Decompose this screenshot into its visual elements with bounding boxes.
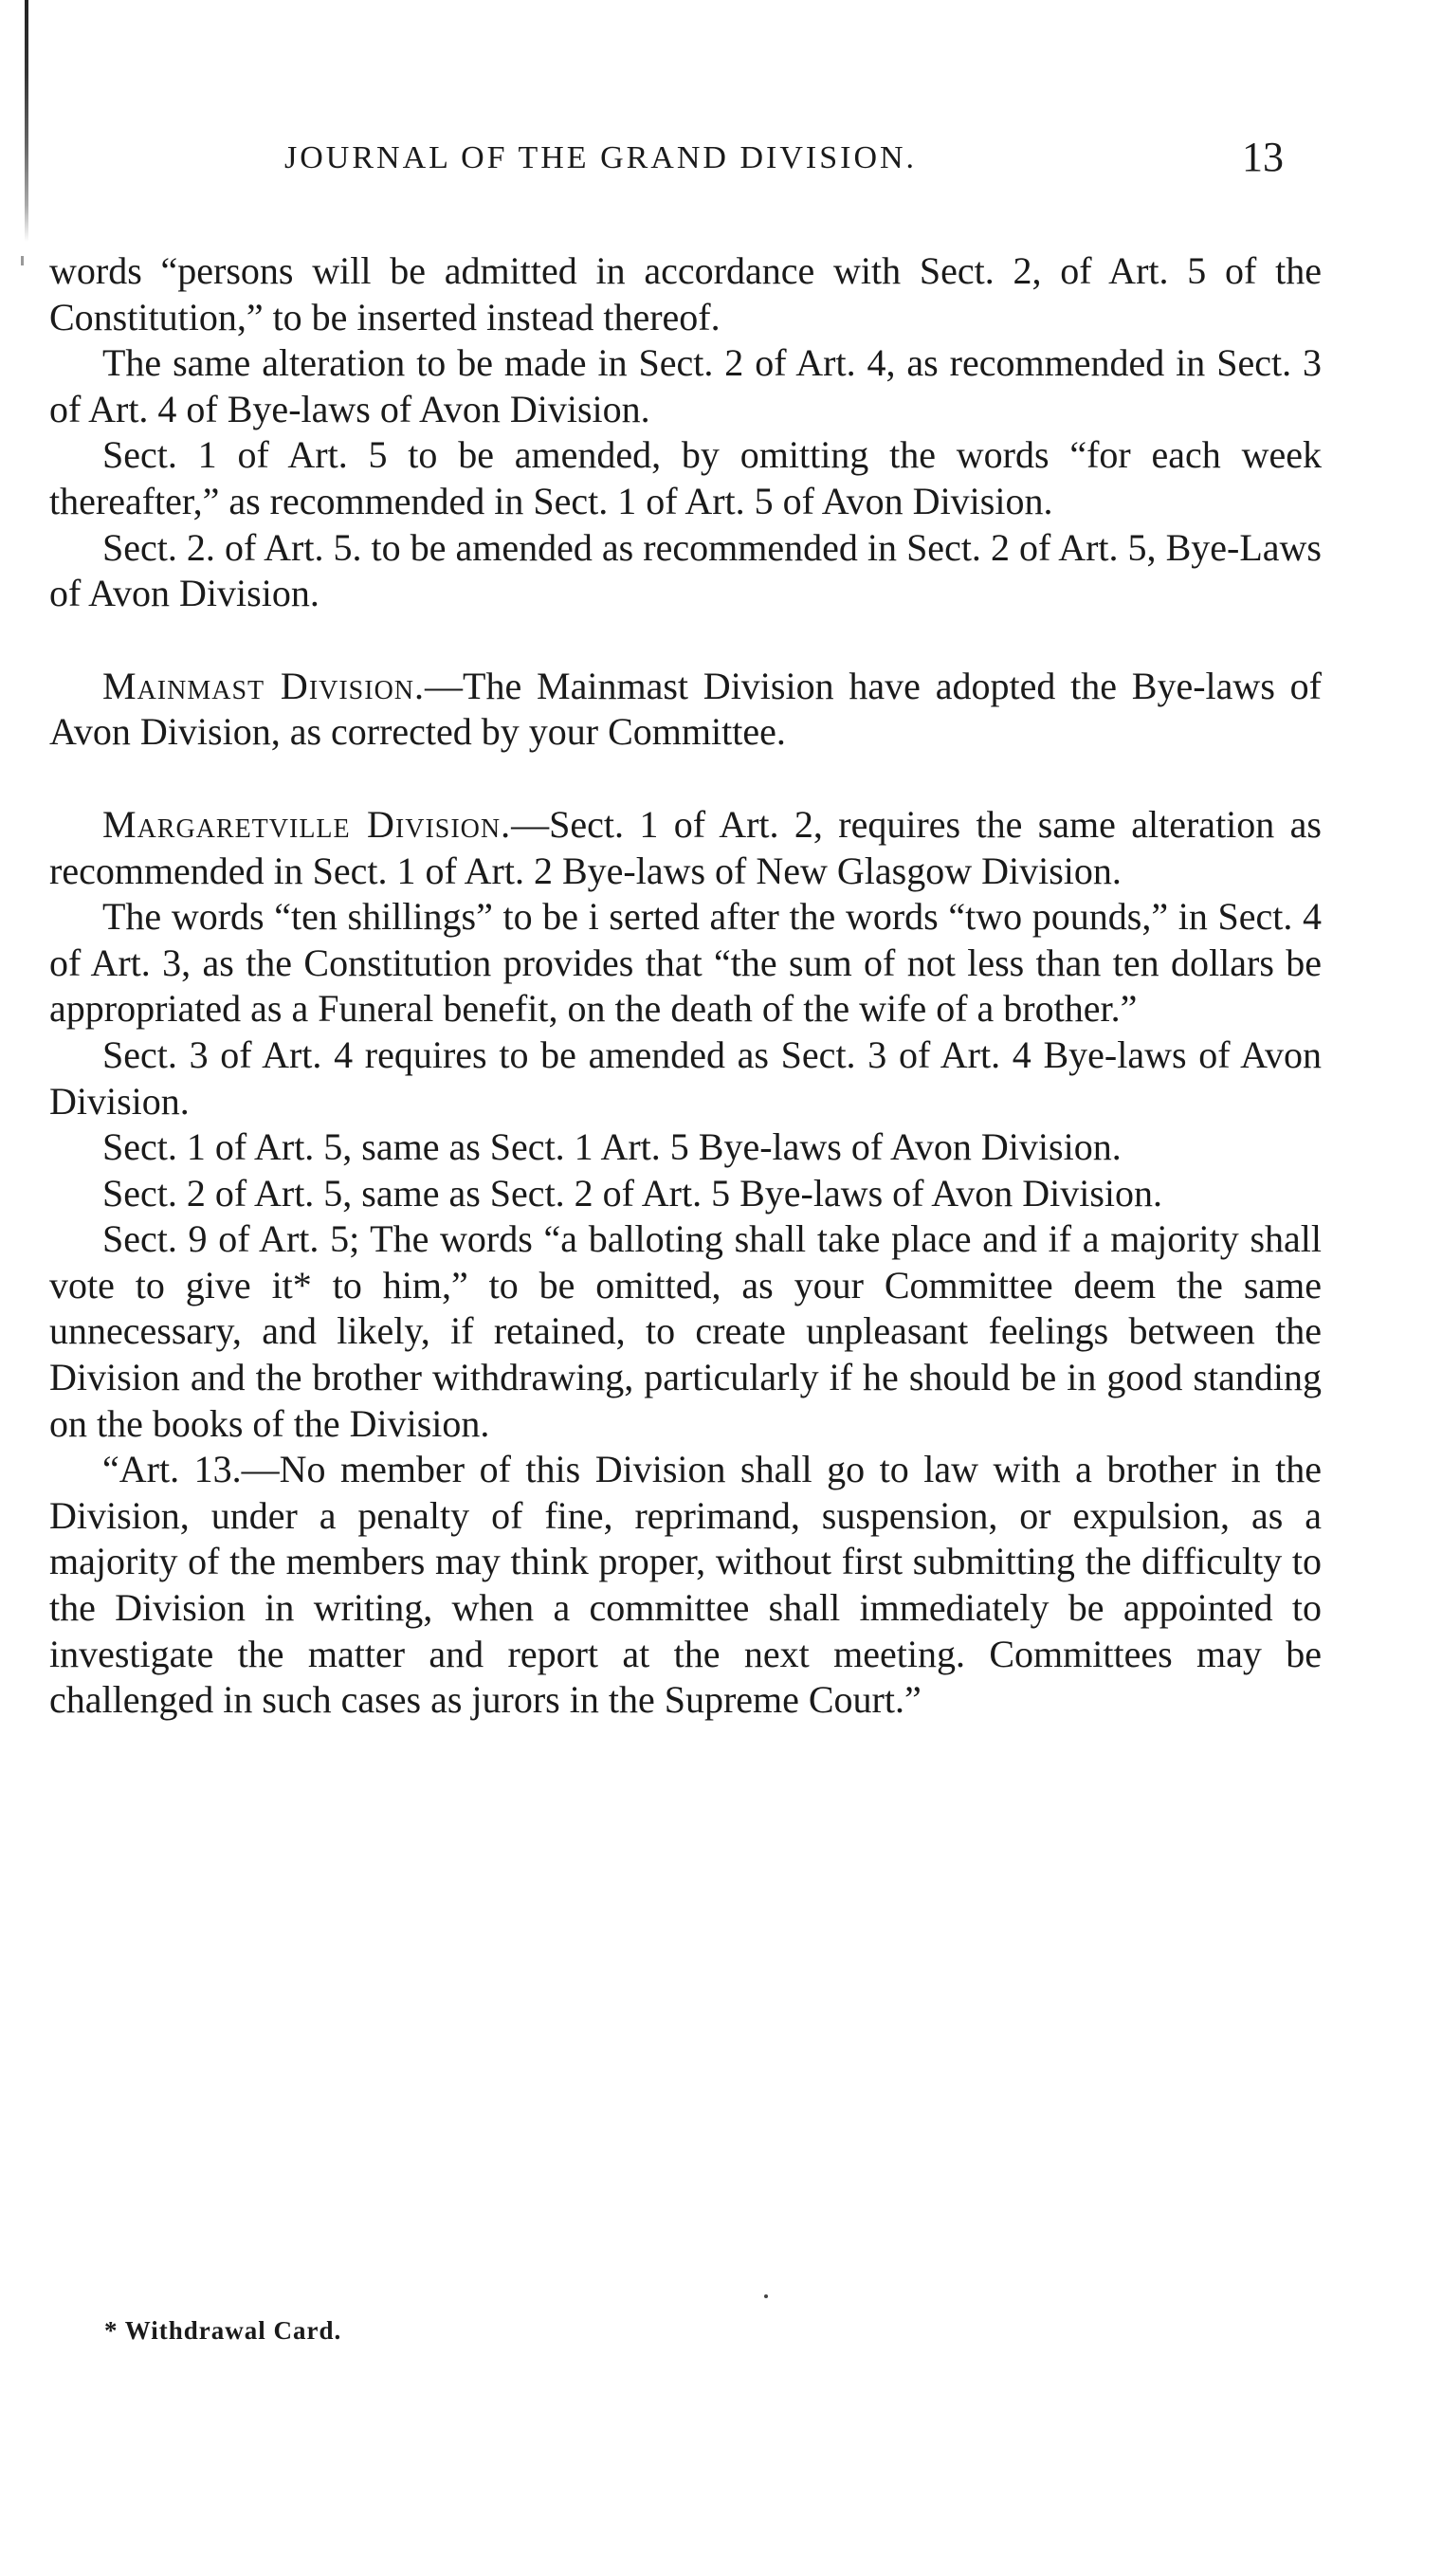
paragraph: Sect. 9 of Art. 5; The words “a balloting shall take place and if a majority shall vote to give it* to him,” to be omitted, as your Committee deem the same unnecessary, and likely, if retained, to create unpleasant feelings between the Division and the brother withdrawing, particularly if he should be in good standing on the books of the Division. — [49, 1217, 1322, 1445]
binding-edge-mark — [25, 0, 28, 242]
body-text — [49, 248, 1322, 1724]
footnote: * Withdrawal Card. — [104, 2316, 342, 2345]
paragraph-text: —The Mainmast Division have adopted the Bye-laws of Avon Division, as corrected by your Committee. — [49, 664, 1323, 754]
paragraph: Sect. 3 of Art. 4 requires to be amended as Sect. 3 of Art. 4 Bye-laws of Avon Division. — [49, 1032, 1322, 1123]
paragraph: Sect. 2. of Art. 5. to be amended as recommended in Sect. 2 of Art. 5, Bye-Laws of Avon Division. — [49, 525, 1322, 615]
page-number: 13 — [1242, 134, 1284, 180]
paragraph-article-13: “Art. 13.—No member of this Division shall go to law with a brother in the Division, under a penalty of fine, reprimand, suspension, or expulsion, as a majority of the members may think proper, without first submitting the difficulty to the Division in writing, when a committee shall immediately be appointed to investigate the matter and report at the next meeting. Committees may be challenged in such cases as jurors in the Supreme Court.” — [49, 1448, 1322, 1722]
ink-speck — [764, 2294, 768, 2298]
paragraph: The same alteration to be made in Sect. 2 of Art. 4, as recommended in Sect. 3 of Art. 4 of Bye-laws of Avon Division. — [49, 341, 1322, 430]
paragraph: Sect. 2 of Art. 5, same as Sect. 2 of Art. 5 Bye-laws of Avon Division. — [102, 1171, 1163, 1215]
paragraph-mainmast-division — [49, 664, 1322, 756]
paragraph: The words “ten shillings” to be i serted after the words “two pounds,” in Sect. 4 of Art. 3, as the Constitution provides that “the sum of not less than ten dollars be appropriated as a Funeral benefit, on the death of the wife of a brother.” — [49, 895, 1322, 1031]
binding-edge-speck — [21, 256, 24, 265]
section-lead: Mainmast Division. — [102, 664, 426, 707]
paragraph: Sect. 1 of Art. 5, same as Sect. 1 Art. 5 Bye-laws of Avon Division. — [102, 1125, 1122, 1169]
paragraph-continuation: words “persons will be admitted in accordance with Sect. 2, of Art. 5 of the Constitution,” to be inserted instead thereof. — [49, 249, 1322, 338]
section-lead: Margaretville Division. — [102, 802, 512, 846]
paragraph: Sect. 1 of Art. 5 to be amended, by omitting the words “for each week thereafter,” as recommended in Sect. 1 of Art. 5 of Avon Division. — [49, 433, 1322, 522]
paragraph-text: —Sect. 1 of Art. 2, requires the same alteration as recommended in Sect. 1 of Art. 2 Bye-laws of New Glasgow Division. — [49, 802, 1322, 892]
paragraph-margaretville-division — [49, 802, 1322, 894]
running-head: JOURNAL OF THE GRAND DIVISION. — [284, 140, 918, 175]
